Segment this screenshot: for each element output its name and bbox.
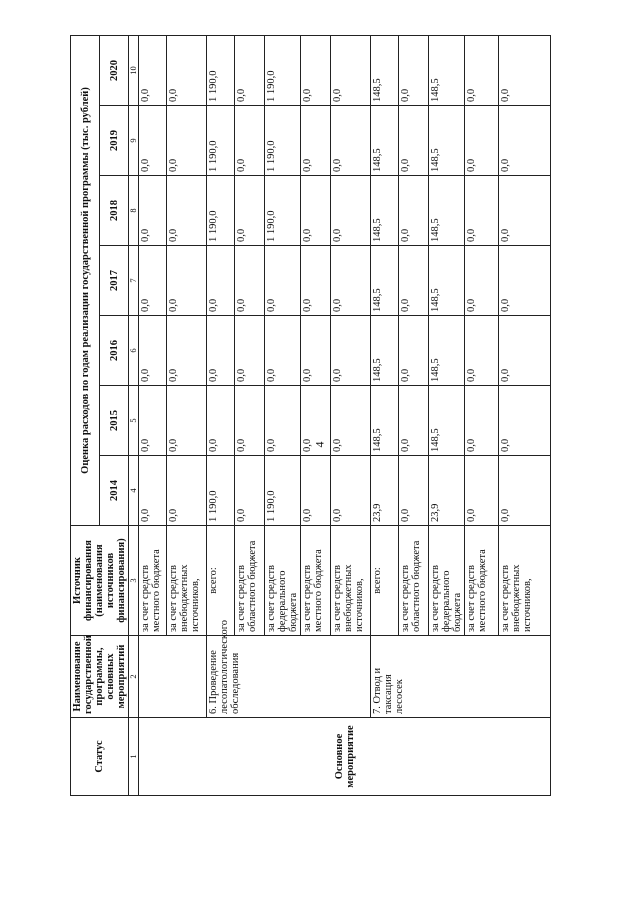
index-cell: 7 xyxy=(129,246,139,316)
value-cell: 0,0 xyxy=(465,456,499,526)
value-cell: 0,0 xyxy=(465,176,499,246)
financing-table xyxy=(70,35,551,796)
value-cell: 0,0 xyxy=(465,35,499,105)
program-name-cell: 6. Проведение лесопатологического обследования xyxy=(207,636,371,718)
status-cell: Основное мероприятие xyxy=(139,718,551,796)
index-cell: 9 xyxy=(129,106,139,176)
value-cell: 0,0 xyxy=(207,246,235,316)
value-cell: 0,0 xyxy=(465,386,499,456)
value-cell: 0,0 xyxy=(167,246,207,316)
index-cell: 10 xyxy=(129,35,139,105)
value-cell: 0,0 xyxy=(235,316,265,386)
value-cell: 1 190,0 xyxy=(207,106,235,176)
index-cell: 5 xyxy=(129,386,139,456)
value-cell: 0,0 xyxy=(499,246,551,316)
value-cell: 148,5 xyxy=(371,246,399,316)
value-cell: 148,5 xyxy=(371,106,399,176)
table-body xyxy=(139,35,551,795)
value-cell: 0,0 xyxy=(139,246,167,316)
value-cell: 0,0 xyxy=(399,246,429,316)
header-status: Статус xyxy=(71,718,129,796)
source-cell: за счет средств внебюджетных источников, xyxy=(331,526,371,636)
value-cell: 0,0 xyxy=(235,246,265,316)
header-year: 2015 xyxy=(100,386,129,456)
index-cell: 4 xyxy=(129,456,139,526)
value-cell: 0,0 xyxy=(265,386,301,456)
value-cell: 0,0 xyxy=(399,106,429,176)
value-cell: 148,5 xyxy=(371,386,399,456)
rotated-table-frame xyxy=(70,36,640,796)
value-cell: 148,5 xyxy=(429,106,465,176)
value-cell: 148,5 xyxy=(371,316,399,386)
value-cell: 0,0 xyxy=(331,35,371,105)
value-cell: 148,5 xyxy=(429,386,465,456)
page-number: 4 xyxy=(312,441,327,448)
source-cell: за счет средств областного бюджета xyxy=(399,526,429,636)
value-cell: 0,0 xyxy=(499,106,551,176)
value-cell: 0,0 xyxy=(235,106,265,176)
value-cell: 0,0 xyxy=(331,176,371,246)
table-row xyxy=(371,35,399,795)
value-cell: 0,0 xyxy=(331,316,371,386)
header-row-1 xyxy=(71,35,100,795)
value-cell: 23,9 xyxy=(429,456,465,526)
value-cell: 0,0 xyxy=(499,316,551,386)
source-cell: за счет средств федерального бюджета xyxy=(265,526,301,636)
header-source: Источник финансирования (наименования источников финансирования) xyxy=(71,526,129,636)
value-cell: 148,5 xyxy=(429,176,465,246)
value-cell: 1 190,0 xyxy=(207,176,235,246)
value-cell: 0,0 xyxy=(331,386,371,456)
value-cell: 1 190,0 xyxy=(207,35,235,105)
index-cell: 3 xyxy=(129,526,139,636)
value-cell: 1 190,0 xyxy=(265,35,301,105)
header-index-row xyxy=(129,35,139,795)
value-cell: 0,0 xyxy=(465,316,499,386)
value-cell: 0,0 xyxy=(207,316,235,386)
value-cell: 0,0 xyxy=(139,456,167,526)
index-cell: 6 xyxy=(129,316,139,386)
value-cell: 0,0 xyxy=(301,456,331,526)
value-cell: 0,0 xyxy=(301,35,331,105)
value-cell: 0,0 xyxy=(265,316,301,386)
source-cell: всего: xyxy=(207,526,235,636)
header-year: 2014 xyxy=(100,456,129,526)
value-cell: 0,0 xyxy=(167,386,207,456)
value-cell: 1 190,0 xyxy=(265,456,301,526)
value-cell: 0,0 xyxy=(465,246,499,316)
value-cell: 0,0 xyxy=(167,106,207,176)
value-cell: 148,5 xyxy=(429,246,465,316)
header-estimate: Оценка расходов по годам реализации государственной программы (тыс. рублей) xyxy=(71,35,100,525)
value-cell: 0,0 xyxy=(499,386,551,456)
table-row xyxy=(139,35,167,795)
value-cell: 0,0 xyxy=(207,386,235,456)
value-cell: 0,0 xyxy=(331,246,371,316)
source-cell: за счет средств внебюджетных источников, xyxy=(499,526,551,636)
value-cell: 148,5 xyxy=(429,35,465,105)
source-cell: всего: xyxy=(371,526,399,636)
header-year: 2016 xyxy=(100,316,129,386)
value-cell: 0,0 xyxy=(399,386,429,456)
header-year: 2019 xyxy=(100,106,129,176)
value-cell: 0,0 xyxy=(265,246,301,316)
index-cell: 8 xyxy=(129,176,139,246)
value-cell: 0,0 xyxy=(301,106,331,176)
value-cell: 0,0 xyxy=(139,386,167,456)
header-year: 2020 xyxy=(100,35,129,105)
value-cell: 0,0 xyxy=(139,35,167,105)
value-cell: 0,0 xyxy=(499,456,551,526)
value-cell: 1 190,0 xyxy=(207,456,235,526)
value-cell: 23,9 xyxy=(371,456,399,526)
value-cell: 0,0 xyxy=(139,106,167,176)
value-cell: 0,0 xyxy=(235,176,265,246)
source-cell: за счет средств местного бюджета xyxy=(465,526,499,636)
value-cell: 0,0 xyxy=(167,316,207,386)
value-cell: 0,0 xyxy=(499,35,551,105)
source-cell: за счет средств областного бюджета xyxy=(235,526,265,636)
header-name: Наименование государственной программы, основных мероприятий xyxy=(71,636,129,718)
value-cell: 0,0 xyxy=(399,316,429,386)
value-cell: 0,0 xyxy=(399,176,429,246)
value-cell: 0,0 xyxy=(167,176,207,246)
header-year: 2017 xyxy=(100,246,129,316)
source-cell: за счет средств федерального бюджета xyxy=(429,526,465,636)
source-cell: за счет средств местного бюджета xyxy=(301,526,331,636)
value-cell: 0,0 xyxy=(301,246,331,316)
source-cell: за счет средств внебюджетных источников, xyxy=(167,526,207,636)
value-cell: 0,0 xyxy=(331,106,371,176)
program-name-cell: 7. Отвод и таксация лесосек xyxy=(371,636,551,718)
header-year: 2018 xyxy=(100,176,129,246)
table-row xyxy=(207,35,235,795)
value-cell: 148,5 xyxy=(371,35,399,105)
value-cell: 0,0 xyxy=(301,386,331,456)
value-cell: 148,5 xyxy=(371,176,399,246)
value-cell: 1 190,0 xyxy=(265,176,301,246)
value-cell: 0,0 xyxy=(465,106,499,176)
value-cell: 0,0 xyxy=(235,386,265,456)
value-cell: 0,0 xyxy=(167,456,207,526)
value-cell: 0,0 xyxy=(167,35,207,105)
value-cell: 0,0 xyxy=(235,456,265,526)
value-cell: 0,0 xyxy=(499,176,551,246)
value-cell: 1 190,0 xyxy=(265,106,301,176)
rotated-table-inner xyxy=(70,36,640,796)
value-cell: 0,0 xyxy=(139,176,167,246)
program-name-cell xyxy=(139,636,207,718)
value-cell: 0,0 xyxy=(301,176,331,246)
value-cell: 0,0 xyxy=(301,316,331,386)
value-cell: 0,0 xyxy=(235,35,265,105)
source-cell: за счет средств местного бюджета xyxy=(139,526,167,636)
value-cell: 148,5 xyxy=(429,316,465,386)
value-cell: 0,0 xyxy=(139,316,167,386)
index-cell: 2 xyxy=(129,636,139,718)
index-cell: 1 xyxy=(129,718,139,796)
value-cell: 0,0 xyxy=(399,456,429,526)
value-cell: 0,0 xyxy=(331,456,371,526)
value-cell: 0,0 xyxy=(399,35,429,105)
